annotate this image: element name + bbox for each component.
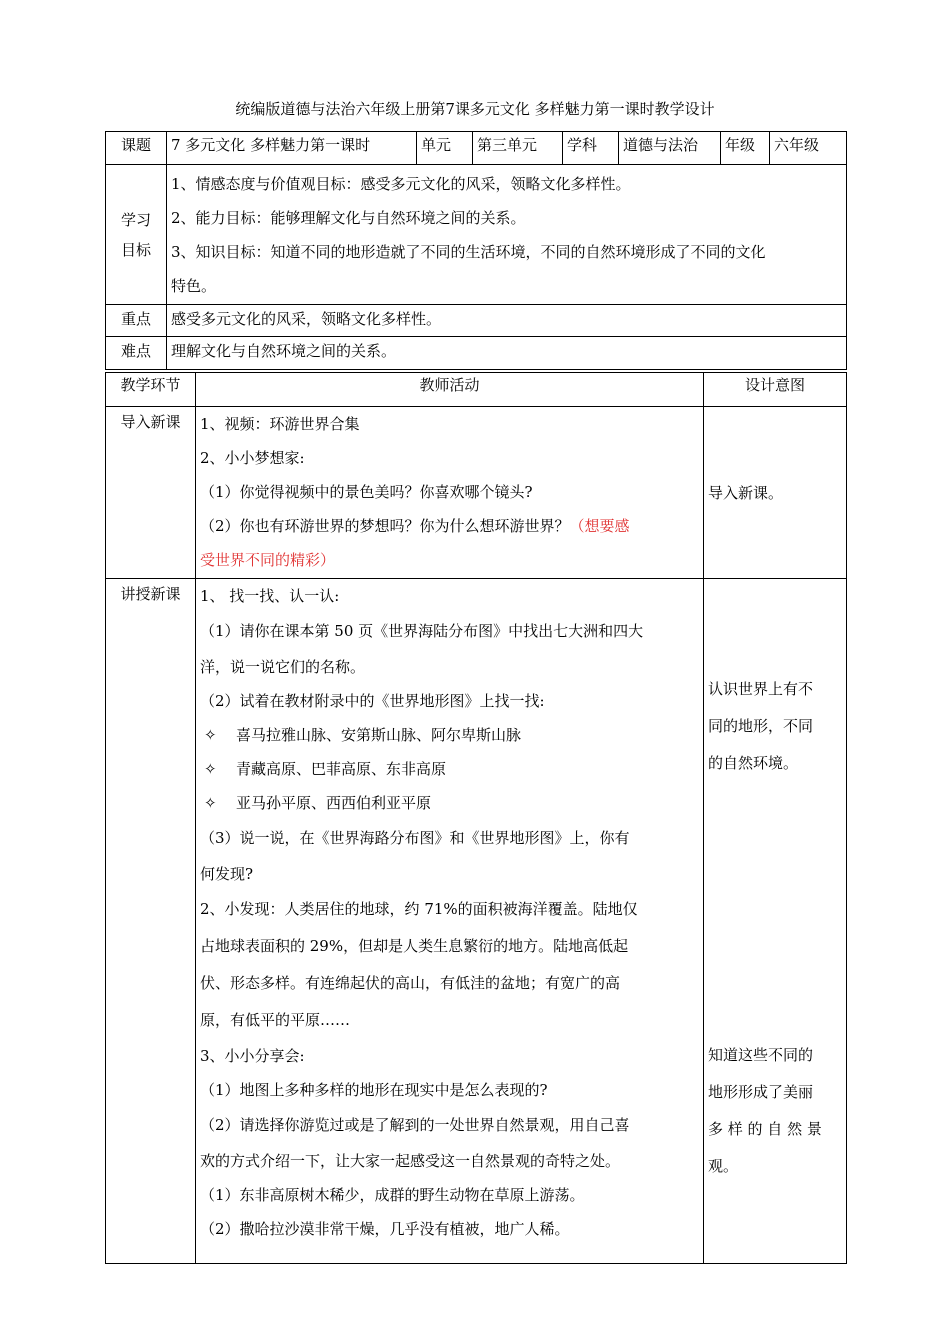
bullet-item (200, 752, 699, 786)
activity-line: （2）撒哈拉沙漠非常干燥，几乎没有植被，地广人稀。 (200, 1220, 570, 1238)
activity-line: 占地球表面积的 29%，但却是人类生息繁衍的地方。陆地高低起 (200, 937, 629, 955)
document-title: 统编版道德与法治六年级上册第7课多元文化 多样魅力第一课时教学设计 (235, 100, 715, 118)
objective-item: 特色。 (171, 277, 217, 295)
objective-item: 3、知识目标：知道不同的地形造就了不同的生活环境，不同的自然环境形成了不同的文化 (171, 243, 766, 261)
intent-line: 知道这些不同的 (708, 1046, 814, 1064)
column-header-row (106, 373, 847, 407)
activity-line: 1、视频：环游世界合集 (200, 415, 360, 433)
activity-line: 1、 找一找、认一认: (200, 587, 340, 605)
difficulty-row (106, 337, 847, 370)
activity-line: 3、小小分享会: (200, 1047, 305, 1065)
activity-column-header: 教师活动 (196, 373, 704, 407)
intent-line: 的自然环境。 (708, 754, 799, 772)
topic-value: 7 多元文化 多样魅力第一课时 (167, 132, 417, 165)
subject-label: 学科 (563, 132, 619, 165)
activity-line: 洋，说一说它们的名称。 (200, 658, 366, 676)
activity-line: （1）地图上多种多样的地形在现实中是怎么表现的? (200, 1081, 548, 1099)
bullet-item (200, 718, 699, 752)
difficulty-label: 难点 (106, 337, 167, 370)
lesson-info-table (105, 131, 847, 370)
intent-line: 同的地形，不同 (708, 717, 814, 735)
bullet-text: 青藏高原、巴菲高原、东非高原 (236, 760, 447, 778)
activity-line: （2）试着在教材附录中的《世界地形图》上找一找: (200, 692, 545, 710)
intent-spacer (708, 782, 842, 1037)
intro-stage: 导入新课 (106, 407, 196, 579)
stage-column-header: 教学环节 (106, 373, 196, 407)
activity-line: 2、小发现：人类居住的地球，约 71%的面积被海洋覆盖。陆地仅 (200, 900, 638, 918)
difficulty-value: 理解文化与自然环境之间的关系。 (167, 337, 847, 370)
key-point-label: 重点 (106, 305, 167, 337)
answer-hint-text: （想要感 (569, 517, 630, 535)
intent-line: 观。 (708, 1157, 739, 1175)
subject-value: 道德与法治 (619, 132, 721, 165)
intent-column-header: 设计意图 (704, 373, 847, 407)
objectives-label-line1: 学习 (120, 210, 151, 229)
activity-line (200, 509, 699, 543)
activity-line: 原，有低平的平原…… (200, 1011, 351, 1029)
activity-line: （2）请选择你游览过或是了解到的一处世界自然景观，用自己喜 (200, 1116, 630, 1134)
objectives-content (167, 165, 847, 305)
key-point-value: 感受多元文化的风采，领略文化多样性。 (167, 305, 847, 337)
topic-row (106, 132, 847, 165)
objectives-row (106, 165, 847, 305)
key-point-row (106, 305, 847, 337)
activity-line: 伏、形态多样。有连绵起伏的高山，有低洼的盆地；有宽广的高 (200, 974, 621, 992)
objectives-label (106, 165, 167, 305)
topic-label: 课题 (106, 132, 167, 165)
activity-line: 何发现? (200, 865, 254, 883)
grade-value: 六年级 (770, 132, 847, 165)
activity-line: （3）说一说，在《世界海路分布图》和《世界地形图》上，你有 (200, 829, 630, 847)
new-lesson-intent (704, 579, 847, 1264)
objective-item: 2、能力目标：能够理解文化与自然环境之间的关系。 (171, 209, 526, 227)
teaching-process-table (105, 372, 847, 1264)
activity-line: 2、小小梦想家: (200, 449, 305, 467)
diamond-bullet-icon: ✧ (204, 726, 217, 744)
bullet-text: 喜马拉雅山脉、安第斯山脉、阿尔卑斯山脉 (236, 726, 522, 744)
activity-line: （1）你觉得视频中的景色美吗？你喜欢哪个镜头? (200, 483, 533, 501)
objectives-label-line2: 目标 (120, 240, 151, 259)
answer-hint-text-continued: 受世界不同的精彩） (200, 551, 336, 569)
grade-label: 年级 (721, 132, 770, 165)
intent-line: 地形形成了美丽 (708, 1083, 814, 1101)
activity-line: （1）东非高原树木稀少，成群的野生动物在草原上游荡。 (200, 1186, 585, 1204)
intro-activity (196, 407, 704, 579)
intro-intent: 导入新课。 (704, 407, 847, 579)
question-text: （2）你也有环游世界的梦想吗？你为什么想环游世界？ (200, 517, 570, 535)
unit-label: 单元 (417, 132, 473, 165)
objective-item: 1、情感态度与价值观目标：感受多元文化的风采，领略文化多样性。 (171, 175, 631, 193)
intent-line: 多 样 的 自 然 景 (708, 1120, 822, 1138)
bullet-text: 亚马孙平原、西西伯利亚平原 (236, 794, 432, 812)
activity-line: 欢的方式介绍一下，让大家一起感受这一自然景观的奇特之处。 (200, 1152, 621, 1170)
new-lesson-section-row (106, 579, 847, 1264)
activity-line: （1）请你在课本第 50 页《世界海陆分布图》中找出七大洲和四大 (200, 622, 644, 640)
unit-value: 第三单元 (473, 132, 563, 165)
diamond-bullet-icon: ✧ (204, 760, 217, 778)
bullet-item (200, 786, 699, 820)
new-lesson-stage: 讲授新课 (106, 579, 196, 1264)
intro-section-row (106, 407, 847, 579)
new-lesson-activity (196, 579, 704, 1264)
intent-line: 认识世界上有不 (708, 680, 814, 698)
diamond-bullet-icon: ✧ (204, 794, 217, 812)
